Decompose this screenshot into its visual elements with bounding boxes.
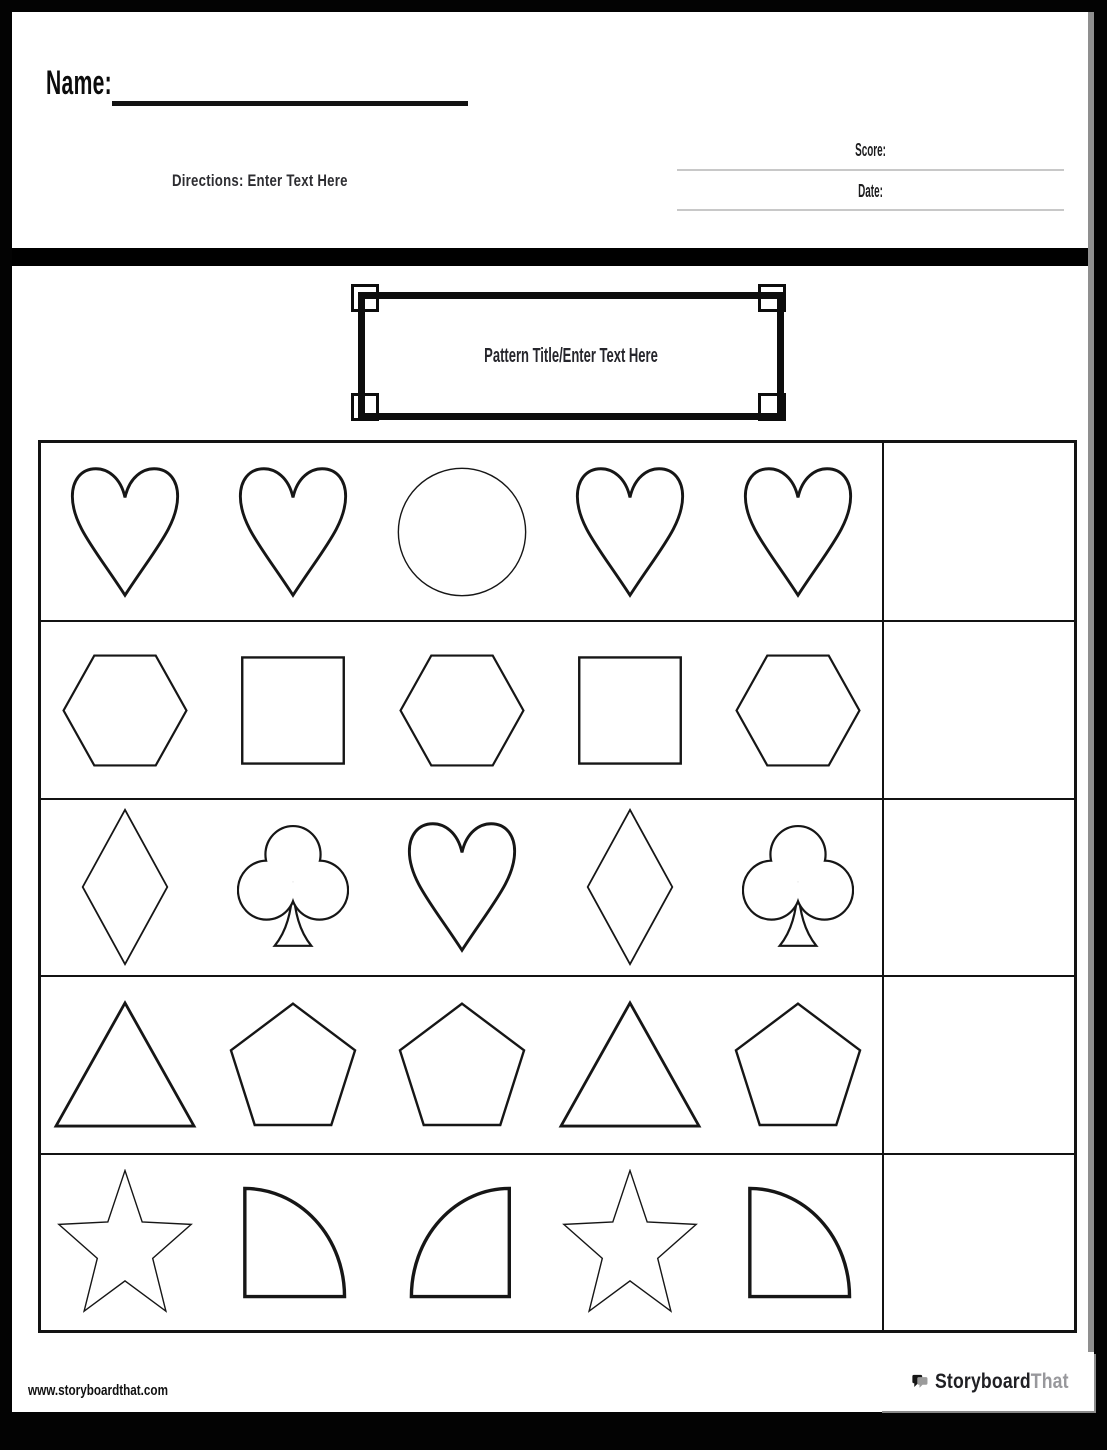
shape-slot [209, 1184, 377, 1301]
shape-slot [377, 1001, 545, 1129]
pattern-row [41, 975, 1074, 1152]
shape-slot [377, 818, 545, 956]
pattern-title-box[interactable] [358, 292, 784, 420]
shape-slot [377, 465, 545, 599]
score-blank-line [677, 169, 1064, 171]
pentagon-shape [227, 1001, 359, 1129]
logo-text-storyboard: Storyboard [934, 1369, 1031, 1393]
pattern-shapes-cell [41, 443, 882, 620]
shape-slot [209, 654, 377, 767]
pattern-row [41, 798, 1074, 975]
corner-ornament-top-right [758, 284, 786, 312]
shape-slot [377, 1184, 545, 1301]
answer-cell[interactable] [882, 977, 1074, 1152]
date-blank-line [677, 209, 1064, 211]
shape-slot [546, 999, 714, 1130]
quarter-circle-left-shape [742, 1184, 854, 1301]
answer-cell[interactable] [882, 443, 1074, 620]
corner-ornament-top-left [351, 284, 379, 312]
heart-shape [406, 818, 518, 956]
name-blank-line [112, 101, 468, 106]
answer-cell[interactable] [882, 1155, 1074, 1330]
directions-placeholder-text[interactable]: Directions: Enter Text Here [172, 172, 348, 190]
pattern-shapes-cell [41, 622, 882, 797]
diamond-shape [585, 807, 675, 967]
shape-slot [546, 463, 714, 601]
frame-inner-shadow [1088, 12, 1094, 1412]
square-shape [576, 654, 684, 767]
hexagon-shape [61, 653, 189, 768]
shape-slot [209, 824, 377, 950]
shape-slot [41, 463, 209, 601]
pattern-shapes-cell [41, 977, 882, 1152]
heart-shape [574, 463, 686, 601]
score-label: Score: [855, 140, 886, 160]
pentagon-shape [396, 1001, 528, 1129]
pattern-row [41, 620, 1074, 797]
heart-shape [742, 463, 854, 601]
pattern-row [41, 1153, 1074, 1330]
star-shape [559, 1169, 701, 1315]
hexagon-shape [734, 653, 862, 768]
logo-text [935, 1370, 1069, 1394]
footer-url: www.storyboardthat.com [28, 1382, 168, 1399]
shape-slot [546, 654, 714, 767]
pattern-shapes-cell [41, 1155, 882, 1330]
triangle-shape [52, 999, 198, 1130]
heart-shape [69, 463, 181, 601]
pattern-title-text: Pattern Title/Enter Text Here [484, 344, 658, 367]
date-label: Date: [858, 181, 883, 201]
name-label: Name: [46, 64, 112, 102]
club-shape [237, 824, 349, 950]
shape-slot [714, 1001, 882, 1129]
shape-slot [41, 807, 209, 967]
triangle-shape [557, 999, 703, 1130]
corner-ornament-bottom-right [758, 393, 786, 421]
answer-cell[interactable] [882, 622, 1074, 797]
shape-slot [41, 999, 209, 1130]
shape-slot [41, 653, 209, 768]
shape-slot [41, 1169, 209, 1315]
answer-cell[interactable] [882, 800, 1074, 975]
shape-slot [714, 653, 882, 768]
shape-slot [377, 653, 545, 768]
quarter-circle-left-shape [237, 1184, 349, 1301]
star-shape [54, 1169, 196, 1315]
square-shape [239, 654, 347, 767]
hexagon-shape [398, 653, 526, 768]
pattern-table [38, 440, 1077, 1333]
shape-slot [209, 463, 377, 601]
pattern-row [41, 443, 1074, 620]
quarter-circle-right-shape [407, 1184, 517, 1301]
speech-bubbles-icon [912, 1363, 928, 1400]
shape-slot [714, 463, 882, 601]
shape-slot [546, 1169, 714, 1315]
storyboardthat-logo [880, 1352, 1094, 1411]
shape-slot [714, 824, 882, 950]
shape-slot [714, 1184, 882, 1301]
club-shape [742, 824, 854, 950]
divider-bar [12, 248, 1094, 266]
diamond-shape [80, 807, 170, 967]
heart-shape [237, 463, 349, 601]
pentagon-shape [732, 1001, 864, 1129]
corner-ornament-bottom-left [351, 393, 379, 421]
shape-slot [546, 807, 714, 967]
shape-slot [209, 1001, 377, 1129]
logo-text-that: That [1030, 1369, 1069, 1393]
pattern-shapes-cell [41, 800, 882, 975]
circle-shape [395, 465, 529, 599]
